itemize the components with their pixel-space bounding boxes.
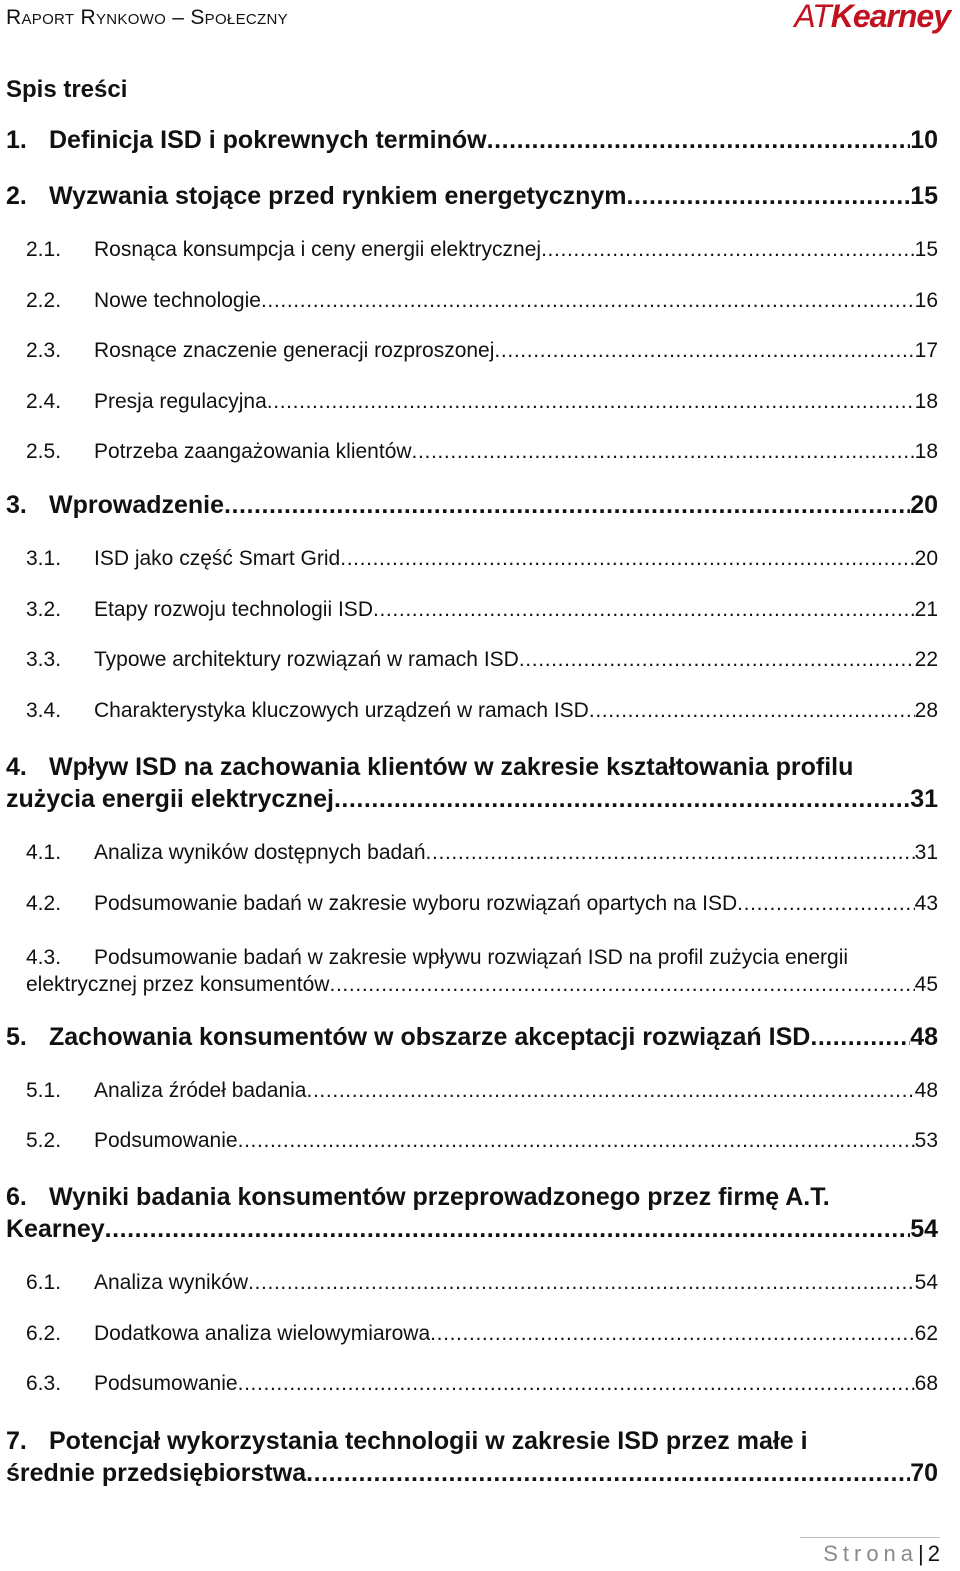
toc-entry-title: Rosnąca konsumpcja i ceny energii elektrycznej [94, 238, 542, 261]
toc-entry-2-4[interactable] [26, 390, 938, 425]
toc-entry-page: 45 [914, 973, 938, 996]
toc-entry-number: 6.1. [26, 1271, 62, 1294]
toc-entry-page: 18 [914, 440, 938, 463]
toc-entry-number: 3.2. [26, 598, 62, 621]
toc-entry-title: Etapy rozwoju technologii ISD [94, 598, 373, 621]
toc-entry-page: 31 [914, 841, 938, 864]
dot-leader [487, 126, 911, 155]
toc-entry-number: 2.5. [26, 440, 62, 463]
toc-entry-title: Presja regulacyjna [94, 390, 267, 413]
toc-entry-7[interactable] [6, 1424, 938, 1494]
toc-entry-page: 10 [910, 126, 938, 154]
toc-entry-6-1[interactable] [26, 1271, 938, 1306]
toc-entry-title-line1: Wyniki badania konsumentów przeprowadzonego przez firmę A.T. [49, 1183, 830, 1211]
toc-entry-3-2[interactable] [26, 598, 938, 633]
dot-leader [238, 1372, 915, 1396]
toc-entry-title: Nowe technologie [94, 289, 261, 312]
toc-entry-title: Dodatkowa analiza wielowymiarowa [94, 1322, 431, 1345]
toc-entry-title: Analiza źródeł badania [94, 1079, 307, 1102]
toc-entry-page: 22 [914, 648, 938, 671]
toc-entry-page: 70 [910, 1459, 938, 1487]
toc-entry-2[interactable] [6, 182, 938, 217]
toc-entry-2-2[interactable] [26, 289, 938, 324]
toc-entry-2-5[interactable] [26, 440, 938, 475]
toc-entry-number: 3. [6, 491, 27, 519]
toc-entry-title: Definicja ISD i pokrewnych terminów [49, 126, 487, 154]
toc-entry-page: 20 [910, 491, 938, 519]
toc-entry-number: 2.4. [26, 390, 62, 413]
toc-entry-6-3[interactable] [26, 1372, 938, 1407]
toc-entry-3-4[interactable] [26, 699, 938, 734]
toc-title: Spis treści [6, 76, 128, 103]
footer-divider [800, 1537, 940, 1538]
toc-entry-number: 1. [6, 126, 27, 154]
dot-leader [426, 841, 915, 865]
atkearney-logo [794, 0, 950, 35]
toc-entry-6[interactable] [6, 1180, 938, 1250]
toc-entry-page: 31 [910, 785, 938, 813]
toc-entry-title-line2: zużycia energii elektrycznej [6, 785, 334, 813]
toc-entry-title: Podsumowanie [94, 1129, 238, 1152]
dot-leader [224, 491, 910, 520]
toc-entry-number: 6. [6, 1183, 27, 1211]
toc-entry-page: 28 [914, 699, 938, 722]
toc-entry-page: 62 [914, 1322, 938, 1345]
toc-entry-number: 3.3. [26, 648, 62, 671]
toc-entry-page: 54 [914, 1271, 938, 1294]
toc-entry-page: 18 [914, 390, 938, 413]
toc-entry-2-1[interactable] [26, 238, 938, 273]
dot-leader [412, 440, 915, 464]
toc-entry-4-2[interactable] [26, 892, 938, 927]
toc-entry-title: Wprowadzenie [49, 491, 225, 519]
toc-entry-title: Wyzwania stojące przed rynkiem energetycznym [49, 182, 627, 210]
dot-leader [627, 182, 911, 211]
dot-leader [306, 1459, 910, 1488]
toc-entry-number: 4.2. [26, 892, 62, 915]
logo-kearney: Kearney [830, 0, 950, 34]
toc-entry-page: 15 [914, 238, 938, 261]
page-footer [823, 1541, 940, 1567]
toc-entry-5-1[interactable] [26, 1079, 938, 1114]
page-header [0, 0, 960, 40]
dot-leader [737, 892, 914, 916]
toc-entry-1[interactable] [6, 126, 938, 161]
dot-leader [248, 1271, 915, 1295]
toc-entry-title-line2: elektrycznej przez konsumentów [26, 973, 330, 996]
footer-separator: | [918, 1541, 924, 1566]
page-number: 2 [927, 1541, 940, 1566]
toc-entry-title-line1: Wpływ ISD na zachowania klientów w zakresie kształtowania profilu [49, 753, 854, 781]
dot-leader [238, 1129, 915, 1153]
toc-entry-title: Analiza wyników [94, 1271, 249, 1294]
dot-leader [589, 699, 915, 723]
toc-entry-title: Charakterystyka kluczowych urządzeń w ramach ISD [94, 699, 589, 722]
dot-leader [267, 390, 915, 414]
toc-entry-number: 7. [6, 1427, 27, 1455]
toc-entry-number: 3.1. [26, 547, 62, 570]
toc-entry-title: Typowe architektury rozwiązań w ramach ISD [94, 648, 519, 671]
toc-entry-page: 53 [914, 1129, 938, 1152]
toc-entry-title-line2: średnie przedsiębiorstwa [6, 1459, 307, 1487]
dot-leader [105, 1215, 911, 1244]
toc-entry-5-2[interactable] [26, 1129, 938, 1164]
dot-leader [519, 648, 915, 672]
toc-entry-number: 4.1. [26, 841, 62, 864]
dot-leader [373, 598, 915, 622]
toc-entry-number: 6.2. [26, 1322, 62, 1345]
toc-entry-title-line2: Kearney [6, 1215, 105, 1243]
toc-entry-title-line1: Podsumowanie badań w zakresie wpływu rozwiązań ISD na profil zużycia energii [94, 946, 849, 969]
toc-entry-number: 2.1. [26, 238, 62, 261]
toc-entry-6-2[interactable] [26, 1322, 938, 1357]
dot-leader [334, 785, 910, 814]
toc-entry-number: 4. [6, 753, 27, 781]
toc-entry-title: Potrzeba zaangażowania klientów [94, 440, 412, 463]
toc-entry-3[interactable] [6, 491, 938, 526]
toc-entry-page: 48 [910, 1023, 938, 1051]
toc-entry-3-1[interactable] [26, 547, 938, 582]
toc-entry-4[interactable] [6, 750, 938, 820]
dot-leader [541, 238, 915, 262]
toc-entry-title: Zachowania konsumentów w obszarze akceptacji rozwiązań ISD [49, 1023, 811, 1051]
dot-leader [306, 1079, 914, 1103]
toc-entry-title: Rosnące znaczenie generacji rozproszonej [94, 339, 495, 362]
toc-entry-title: Podsumowanie [94, 1372, 238, 1395]
toc-entry-number: 5.2. [26, 1129, 62, 1152]
toc-entry-5[interactable] [6, 1023, 938, 1058]
toc-entry-page: 16 [914, 289, 938, 312]
logo-at: AT [794, 0, 831, 34]
dot-leader [430, 1322, 914, 1346]
toc-entry-number: 2.3. [26, 339, 62, 362]
report-title: Raport Rynkowo – Społeczny [6, 6, 288, 29]
toc-entry-title: Podsumowanie badań w zakresie wyboru rozwiązań opartych na ISD [94, 892, 738, 915]
toc-entry-number: 2.2. [26, 289, 62, 312]
toc-entry-page: 54 [910, 1215, 938, 1243]
toc-entry-page: 17 [914, 339, 938, 362]
toc-entry-page: 68 [914, 1372, 938, 1395]
toc-entry-number: 5. [6, 1023, 27, 1051]
toc-entry-page: 15 [910, 182, 938, 210]
dot-leader [329, 973, 914, 997]
toc-entry-page: 43 [914, 892, 938, 915]
page-label: Strona [823, 1541, 919, 1566]
toc-entry-page: 20 [914, 547, 938, 570]
toc-entry-title: Analiza wyników dostępnych badań [94, 841, 426, 864]
toc-entry-3-3[interactable] [26, 648, 938, 683]
toc-entry-number: 3.4. [26, 699, 62, 722]
toc-entry-page: 21 [914, 598, 938, 621]
toc-entry-number: 5.1. [26, 1079, 62, 1102]
dot-leader [261, 289, 915, 313]
dot-leader [810, 1023, 910, 1052]
toc-entry-4-3[interactable] [26, 943, 938, 1008]
toc-entry-number: 2. [6, 182, 27, 210]
dot-leader [494, 339, 914, 363]
toc-entry-number: 4.3. [26, 946, 62, 969]
toc-entry-2-3[interactable] [26, 339, 938, 374]
toc-entry-page: 48 [914, 1079, 938, 1102]
dot-leader [340, 547, 914, 571]
toc-entry-title-line1: Potencjał wykorzystania technologii w zakresie ISD przez małe i [49, 1427, 808, 1455]
toc-entry-title: ISD jako część Smart Grid [94, 547, 341, 570]
toc-entry-number: 6.3. [26, 1372, 62, 1395]
toc-entry-4-1[interactable] [26, 841, 938, 876]
